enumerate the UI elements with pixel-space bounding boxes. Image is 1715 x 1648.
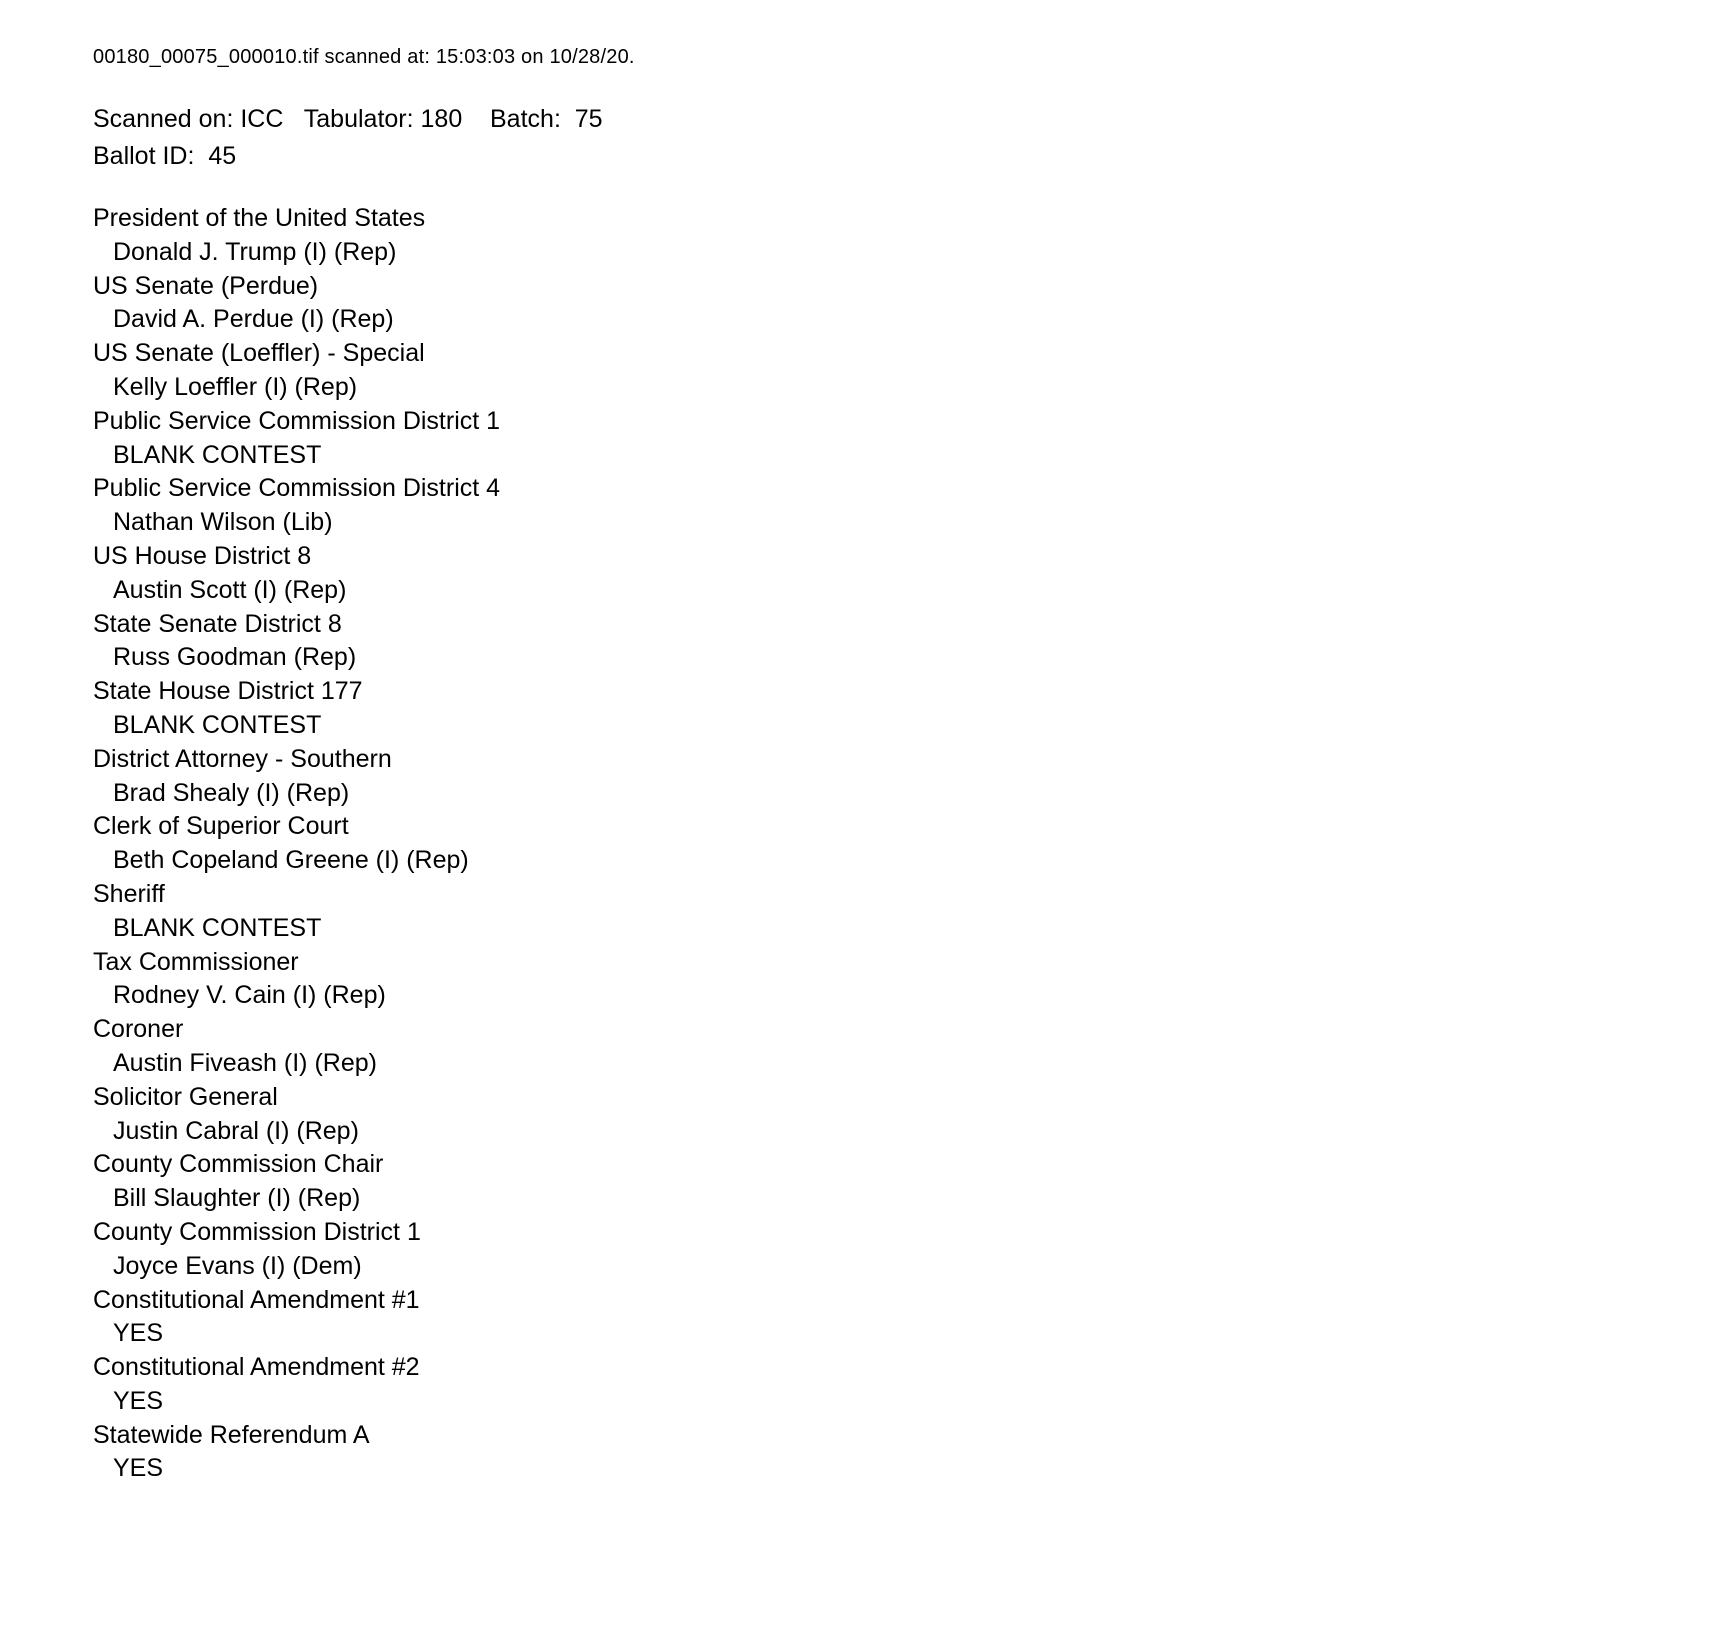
contest-selection: Nathan Wilson (Lib) [113,508,333,537]
contest-title: State Senate District 8 [93,609,342,638]
contest-selection: Beth Copeland Greene (I) (Rep) [113,846,469,875]
contest-selection: David A. Perdue (I) (Rep) [113,305,394,334]
contest-selection: BLANK CONTEST [113,710,322,739]
contest-selection: BLANK CONTEST [113,913,322,942]
contest-selection: Kelly Loeffler (I) (Rep) [113,372,358,401]
contest-title: Clerk of Superior Court [93,812,349,841]
contest-title: Public Service Commission District 1 [93,406,501,435]
contest-title: US Senate (Loeffler) - Special [93,339,425,368]
contest-title: Public Service Commission District 4 [93,474,501,503]
contest-selection: Justin Cabral (I) (Rep) [113,1116,359,1145]
ballot-id-line: Ballot ID: 45 [93,142,237,170]
contest-selection: Russ Goodman (Rep) [113,643,357,672]
contest-selection: Joyce Evans (I) (Dem) [113,1251,362,1280]
contest-title: President of the United States [93,204,426,232]
contest-title: Tax Commissioner [93,947,299,976]
contest-title: Sheriff [93,879,165,908]
contest-title: US Senate (Perdue) [93,271,319,300]
contest-selection: Bill Slaughter (I) (Rep) [113,1184,361,1213]
contest-title: Coroner [93,1015,184,1044]
contest-title: County Commission District 1 [93,1217,421,1246]
contest-selection: Rodney V. Cain (I) (Rep) [113,981,386,1010]
contest-list [93,202,1715,1486]
contest-title: Constitutional Amendment #1 [93,1285,420,1314]
contest-selection: Austin Scott (I) (Rep) [113,575,347,604]
contest-title: Constitutional Amendment #2 [93,1353,420,1382]
contest-title: Statewide Referendum A [93,1420,370,1449]
contest-title: Solicitor General [93,1082,278,1111]
contest-title: District Attorney - Southern [93,744,392,773]
contest-selection: Donald J. Trump (I) (Rep) [113,237,397,266]
contest-title: County Commission Chair [93,1150,384,1179]
scan-info-block [93,101,1715,175]
contest-selection: YES [113,1386,164,1415]
scan-filename-line: 00180_00075_000010.tif scanned at: 15:03:03 on 10/28/20. [93,46,635,68]
contest-title: US House District 8 [93,541,312,570]
contest-selection: YES [113,1319,164,1348]
contest-selection: BLANK CONTEST [113,440,322,469]
contest-selection: Brad Shealy (I) (Rep) [113,778,350,807]
contest-selection: Austin Fiveash (I) (Rep) [113,1048,377,1077]
contest-selection: YES [113,1454,164,1483]
contest-title: State House District 177 [93,677,363,706]
scanner-tabulator-batch-line: Scanned on: ICC Tabulator: 180 Batch: 75 [93,105,603,133]
